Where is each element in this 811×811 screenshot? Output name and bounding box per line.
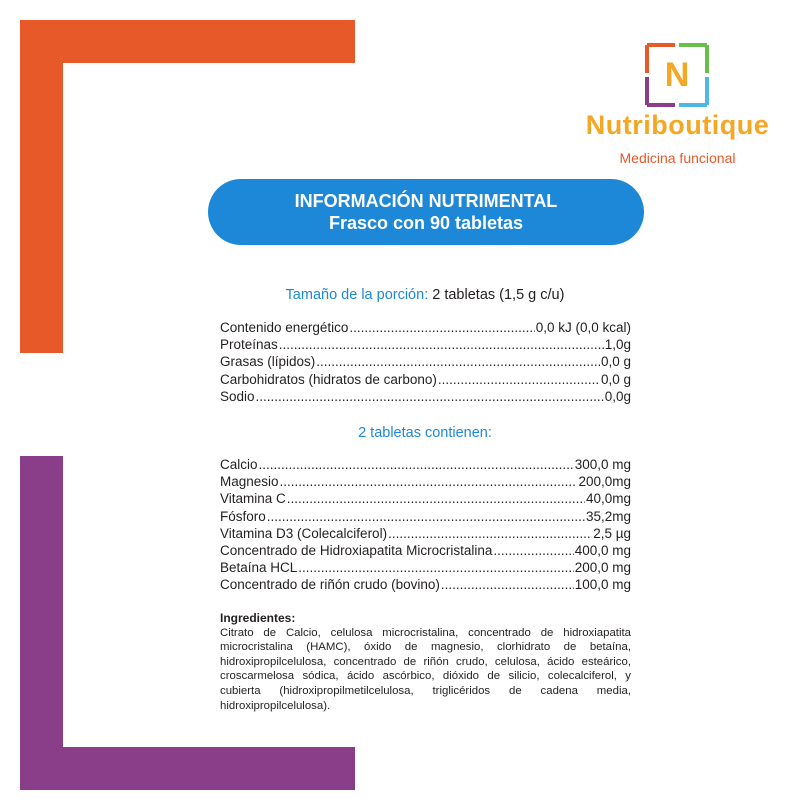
component-name: Vitamina C bbox=[220, 491, 286, 507]
nutrient-value: 0,0g bbox=[604, 388, 631, 404]
component-name: Concentrado de Hidroxiapatita Microcristalina bbox=[220, 543, 493, 559]
ingredients-text: Citrato de Calcio, celulosa microcristalina, concentrado de hidroxiapatita microcristalina (HAMC), óxido de magnesio, clorhidrato de betaína, hidroxipropilcelulosa, concentrado de riñón crudo, celulosa, ácido esteárico, croscarmelosa sódica, ácido ascórbico, dióxido de silicio, colecalciferol, y cubierta (hidroxipropilmetilcelulosa, triglicéridos de cadena media, hidroxipropilcelulosa). bbox=[220, 626, 631, 712]
nutrition-row bbox=[220, 388, 631, 405]
brand-tagline: Medicina funcional bbox=[619, 150, 736, 166]
contents-list bbox=[220, 456, 631, 594]
component-value: 35,2mg bbox=[585, 508, 631, 524]
nutrition-row bbox=[220, 319, 631, 336]
nutrition-list bbox=[220, 319, 631, 405]
purple-bracket-side bbox=[20, 456, 63, 790]
contents-row bbox=[220, 525, 631, 542]
ingredients-block bbox=[220, 611, 631, 713]
component-name: Magnesio bbox=[220, 474, 279, 490]
brand-name: Nutriboutique bbox=[585, 110, 770, 140]
ingredients-title: Ingredientes: bbox=[220, 611, 296, 625]
nutrition-row bbox=[220, 336, 631, 353]
component-value: 300,0 mg bbox=[574, 457, 631, 472]
contents-row bbox=[220, 542, 631, 559]
nutrient-name: Grasas (lípidos) bbox=[220, 354, 316, 370]
nutrient-value: 0,0 kJ (0,0 kcal) bbox=[535, 320, 631, 335]
contents-row bbox=[220, 559, 631, 576]
contents-row bbox=[220, 473, 631, 490]
contents-title: 2 tabletas contienen: bbox=[358, 425, 492, 441]
nutrient-value: 0,0 g bbox=[600, 354, 631, 370]
portion-value: 2 tabletas (1,5 g c/u) bbox=[432, 287, 565, 303]
component-name: Fósforo bbox=[220, 508, 266, 524]
portion-size bbox=[210, 287, 640, 303]
component-value: 100,0 mg bbox=[574, 577, 631, 593]
header-banner bbox=[208, 179, 644, 245]
component-value: 40,0mg bbox=[585, 491, 631, 507]
component-value: 200,0mg bbox=[578, 474, 631, 490]
nutrition-row bbox=[220, 353, 631, 370]
portion-label: Tamaño de la porción: bbox=[285, 287, 429, 303]
purple-bracket-bottom bbox=[20, 747, 355, 790]
nutrient-value: 0,0 g bbox=[600, 371, 631, 387]
component-value: 400,0 mg bbox=[574, 543, 631, 559]
nutrient-name: Carbohidratos (hidratos de carbono) bbox=[220, 371, 437, 387]
component-value: 200,0 mg bbox=[574, 560, 631, 576]
contents-row bbox=[220, 456, 631, 473]
logo-letter: N bbox=[664, 56, 690, 94]
contents-row bbox=[220, 576, 631, 593]
nutrient-value: 1,0g bbox=[604, 337, 631, 353]
header-title: INFORMACIÓN NUTRIMENTAL bbox=[294, 191, 558, 211]
orange-bracket-top bbox=[20, 20, 355, 63]
nutrient-name: Contenido energético bbox=[220, 320, 349, 335]
nutrient-name: Sodio bbox=[220, 388, 255, 404]
nutrient-name: Proteínas bbox=[220, 337, 278, 353]
component-name: Concentrado de riñón crudo (bovino) bbox=[220, 577, 440, 593]
orange-bracket-side bbox=[20, 20, 63, 353]
component-value: 2,5 µg bbox=[593, 525, 631, 541]
contents-row bbox=[220, 508, 631, 525]
component-name: Calcio bbox=[220, 457, 258, 472]
nutrition-row bbox=[220, 371, 631, 388]
header-subtitle: Frasco con 90 tabletas bbox=[328, 213, 524, 233]
component-name: Betaína HCL bbox=[220, 560, 298, 576]
contents-row bbox=[220, 490, 631, 507]
component-name: Vitamina D3 (Colecalciferol) bbox=[220, 525, 388, 541]
